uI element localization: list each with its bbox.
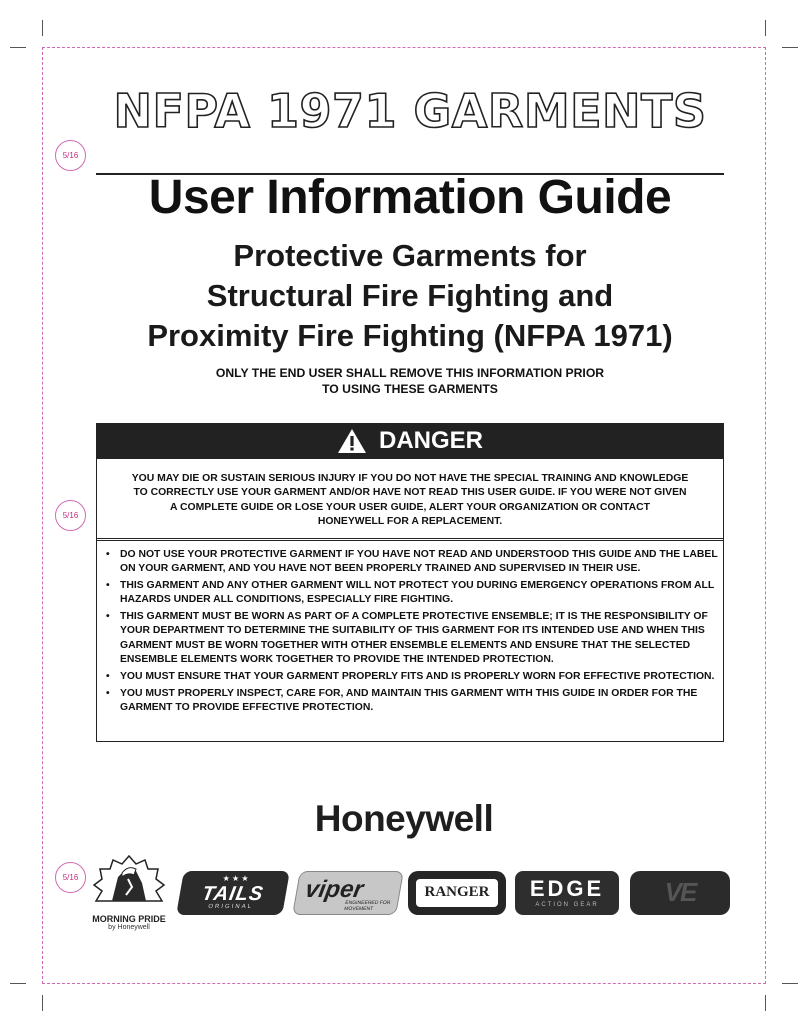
- warning-text: THIS GARMENT AND ANY OTHER GARMENT WILL NOT PROTECT YOU DURING EMERGENCY OPERATIONS FROM ALL HAZARDS UNDER ALL CONDITIONS, ESPECIALLY FIRE FIGHTING.: [120, 580, 715, 606]
- notice-line: TO USING THESE GARMENTS: [322, 382, 498, 396]
- revision-mark: 5/16: [55, 140, 86, 171]
- list-item: • THIS GARMENT MUST BE WORN AS PART OF A COMPLETE PROTECTIVE ENSEMBLE; IT IS THE RESPONSIBILITY OF YOUR DEPARTMENT TO DETERMINE THE SUITABILITY OF THIS GARMENT FOR ITS INTENDED USE AND WHEN THIS GARMENT MUST BE WORN TOGETHER WITH OTHER ENSEMBLE ELEMENTS AND ENSURE THAT THE SELECTED ENSEMBLE ELEMENTS WORK TOGETHER TO PROVIDE THE INTENDED PROTECTION.: [106, 611, 708, 665]
- viper-sub: ENGINEERED FOR MOVEMENT: [343, 900, 391, 912]
- crop-mark: [42, 20, 43, 36]
- honeywell-logo: Honeywell: [314, 798, 494, 839]
- danger-label: DANGER: [378, 427, 483, 454]
- tails-logo: [176, 871, 290, 915]
- subtitle-line: Structural Fire Fighting and: [206, 278, 614, 313]
- edge-name: EDGE: [529, 876, 605, 901]
- crop-mark: [10, 983, 26, 984]
- subtitle-line: Proximity Fire Fighting (NFPA 1971): [147, 318, 673, 353]
- danger-line: TO CORRECTLY USE YOUR GARMENT AND/OR HAVE NOT READ THIS USER GUIDE. IF YOU WERE NOT GIVEN: [133, 487, 687, 499]
- danger-line: A COMPLETE GUIDE OR LOSE YOUR USER GUIDE, ALERT YOUR ORGANIZATION OR CONTACT: [170, 501, 650, 513]
- danger-text: [110, 472, 710, 529]
- morning-pride-logo: [88, 855, 170, 933]
- firefighter-emblem-icon: [88, 855, 170, 909]
- list-item: • YOU MUST ENSURE THAT YOUR GARMENT PROPERLY FITS AND IS PROPERLY WORN FOR EFFECTIVE PROTECTION.: [106, 670, 715, 682]
- danger-line: HONEYWELL FOR A REPLACEMENT.: [317, 515, 503, 527]
- danger-line: YOU MAY DIE OR SUSTAIN SERIOUS INJURY IF YOU DO NOT HAVE THE SPECIAL TRAINING AND KNOWLEDGE: [131, 473, 689, 484]
- list-item: • YOU MUST PROPERLY INSPECT, CARE FOR, AND MAINTAIN THIS GARMENT WITH THIS GUIDE IN ORDER FOR THE GARMENT TO PROVIDE EFFECTIVE PROTECTION.: [106, 687, 698, 713]
- viper-name: viper: [303, 876, 366, 903]
- ranger-logo: [408, 871, 506, 915]
- crop-mark: [42, 995, 43, 1011]
- ve-logo: [630, 871, 730, 915]
- warnings-list: [106, 548, 718, 718]
- star-icon: ★ ★ ★: [222, 874, 249, 883]
- crop-mark: [10, 47, 26, 48]
- subtitle-line: Protective Garments for: [233, 238, 587, 273]
- crop-mark: [782, 983, 798, 984]
- warning-text: THIS GARMENT MUST BE WORN AS PART OF A COMPLETE PROTECTIVE ENSEMBLE; IT IS THE RESPONSIBILITY OF YOUR DEPARTMENT TO DETERMINE THE SUITABILITY OF THIS GARMENT FOR ITS INTENDED USE AND WHEN THIS GARMENT MUST BE WORN TOGETHER WITH OTHER ENSEMBLE ELEMENTS AND ENSURE THAT THE SELECTED ENSEMBLE ELEMENTS WORK TOGETHER TO PROVIDE THE INTENDED PROTECTION.: [120, 611, 708, 665]
- viper-logo: [292, 871, 404, 915]
- warning-text: DO NOT USE YOUR PROTECTIVE GARMENT IF YOU HAVE NOT READ AND UNDERSTOOD THIS GUIDE AND THE LABEL ON YOUR GARMENT, AND YOU HAVE NOT BEEN PROPERLY TRAINED AND SUPERVISED IN THEIR USE.: [120, 549, 718, 575]
- revision-mark: 5/16: [55, 862, 86, 893]
- morning-pride-tagline: by Honeywell: [108, 924, 150, 931]
- warning-triangle-icon: [337, 428, 367, 454]
- list-item: • THIS GARMENT AND ANY OTHER GARMENT WILL NOT PROTECT YOU DURING EMERGENCY OPERATIONS FROM ALL HAZARDS UNDER ALL CONDITIONS, ESPECIALLY FIRE FIGHTING.: [106, 580, 715, 606]
- edge-logo: [515, 871, 619, 915]
- edge-sub: ACTION GEAR: [535, 902, 599, 908]
- crop-mark: [765, 995, 766, 1011]
- notice-line: ONLY THE END USER SHALL REMOVE THIS INFORMATION PRIOR: [215, 366, 605, 380]
- list-item: • DO NOT USE YOUR PROTECTIVE GARMENT IF YOU HAVE NOT READ AND UNDERSTOOD THIS GUIDE AND THE LABEL ON YOUR GARMENT, AND YOU HAVE NOT BEEN PROPERLY TRAINED AND SUPERVISED IN THEIR USE.: [106, 549, 718, 575]
- tails-name: TAILS: [200, 883, 266, 905]
- morning-pride-name: MORNING PRIDE: [92, 914, 166, 924]
- page-title: User Information Guide: [148, 171, 672, 224]
- ve-name: VE: [664, 877, 696, 907]
- warning-text: YOU MUST PROPERLY INSPECT, CARE FOR, AND MAINTAIN THIS GARMENT WITH THIS GUIDE IN ORDER FOR THE GARMENT TO PROVIDE EFFECTIVE PROTECTION.: [120, 687, 698, 713]
- warning-text: YOU MUST ENSURE THAT YOUR GARMENT PROPERLY FITS AND IS PROPERLY WORN FOR EFFECTIVE PROTECTION.: [120, 670, 715, 682]
- crop-mark: [765, 20, 766, 36]
- tails-sub: ORIGINAL: [207, 904, 254, 910]
- danger-banner: [96, 423, 724, 459]
- ranger-name: RANGER: [424, 884, 490, 900]
- outline-title: NFPA 1971 GARMENTS: [113, 84, 707, 138]
- revision-mark: 5/16: [55, 500, 86, 531]
- crop-mark: [782, 47, 798, 48]
